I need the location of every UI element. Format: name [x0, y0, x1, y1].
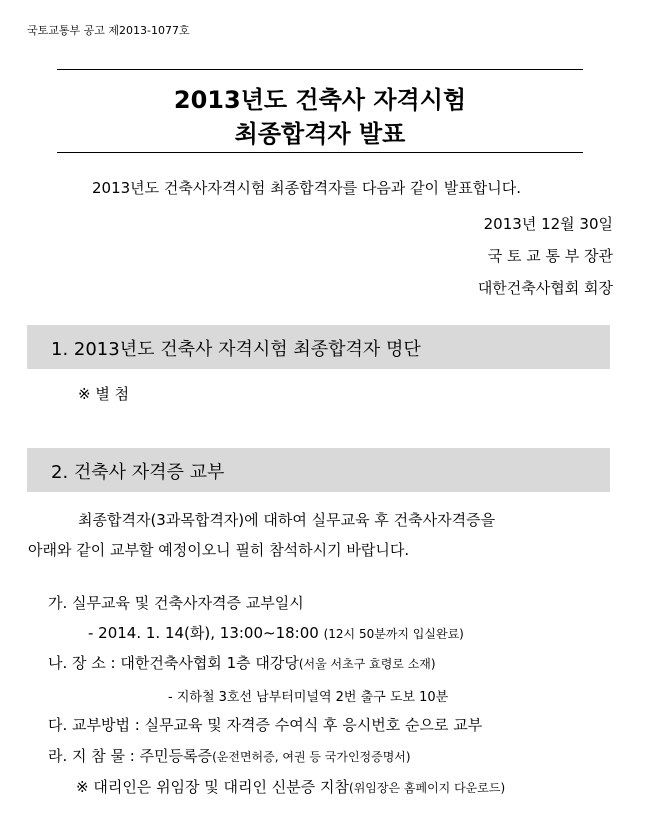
page-title-line1: 2013년도 건축사 자격시험 — [173, 86, 467, 114]
title-bottom-rule — [57, 152, 583, 153]
section1-note: ※ 별 첨 — [78, 385, 130, 403]
lead-sentence: 2013년도 건축사자격시험 최종합격자를 다음과 같이 발표합니다. — [92, 179, 522, 197]
title-top-rule — [57, 69, 583, 70]
issuer-association: 대한건축사협회 회장 — [477, 279, 613, 297]
item-ra-items: 라. 지 참 물 : 주민등록증 — [48, 747, 213, 765]
section2-paragraph-line2: 아래와 같이 교부할 예정이오니 필히 참석하시기 바랍니다. — [28, 541, 410, 559]
section1-heading: 1. 2013년도 건축사 자격시험 최종합격자 명단 — [51, 339, 421, 360]
section1-header-bar — [27, 325, 610, 369]
item-ga: 가. 실무교육 및 건축사자격증 교부일시 — [48, 594, 304, 612]
section2-heading: 2. 건축사 자격증 교부 — [51, 462, 225, 483]
item-ga-arrival-note: (12시 50분까지 입실완료) — [323, 627, 464, 641]
announcement-date: 2013년 12월 30일 — [483, 215, 613, 233]
proxy-note-download: (위임장은 홈페이지 다운로드) — [349, 781, 506, 795]
proxy-note-text: ※ 대리인은 위임장 및 대리인 신분증 지참 — [76, 778, 350, 796]
proxy-note — [76, 776, 505, 797]
section2-paragraph-line1: 최종합격자(3과목합격자)에 대하여 실무교육 후 건축사자격증을 — [78, 511, 496, 529]
item-na-directions: - 지하철 3호선 남부터미널역 2번 출구 도보 10분 — [168, 690, 449, 705]
item-ga-detail — [88, 622, 464, 643]
issuer-ministry: 국 토 교 통 부 장관 — [487, 247, 613, 265]
item-ga-datetime: - 2014. 1. 14(화), 13:00∼18:00 — [88, 624, 319, 642]
item-na-location: 나. 장 소 : 대한건축사협회 1층 대강당 — [48, 654, 299, 672]
item-ra-alternatives: (운전면허증, 여권 등 국가인정증명서) — [212, 750, 411, 764]
item-na — [48, 652, 436, 673]
item-na-address: (서울 서초구 효령로 소재) — [298, 657, 436, 671]
item-ra — [48, 745, 411, 766]
item-da: 다. 교부방법 : 실무교육 및 자격증 수여식 후 응시번호 순으로 교부 — [48, 716, 483, 734]
notice-number: 국토교통부 공고 제2013-1077호 — [27, 24, 190, 37]
section2-header-bar — [27, 448, 610, 492]
page-title-line2: 최종합격자 발표 — [234, 120, 406, 148]
